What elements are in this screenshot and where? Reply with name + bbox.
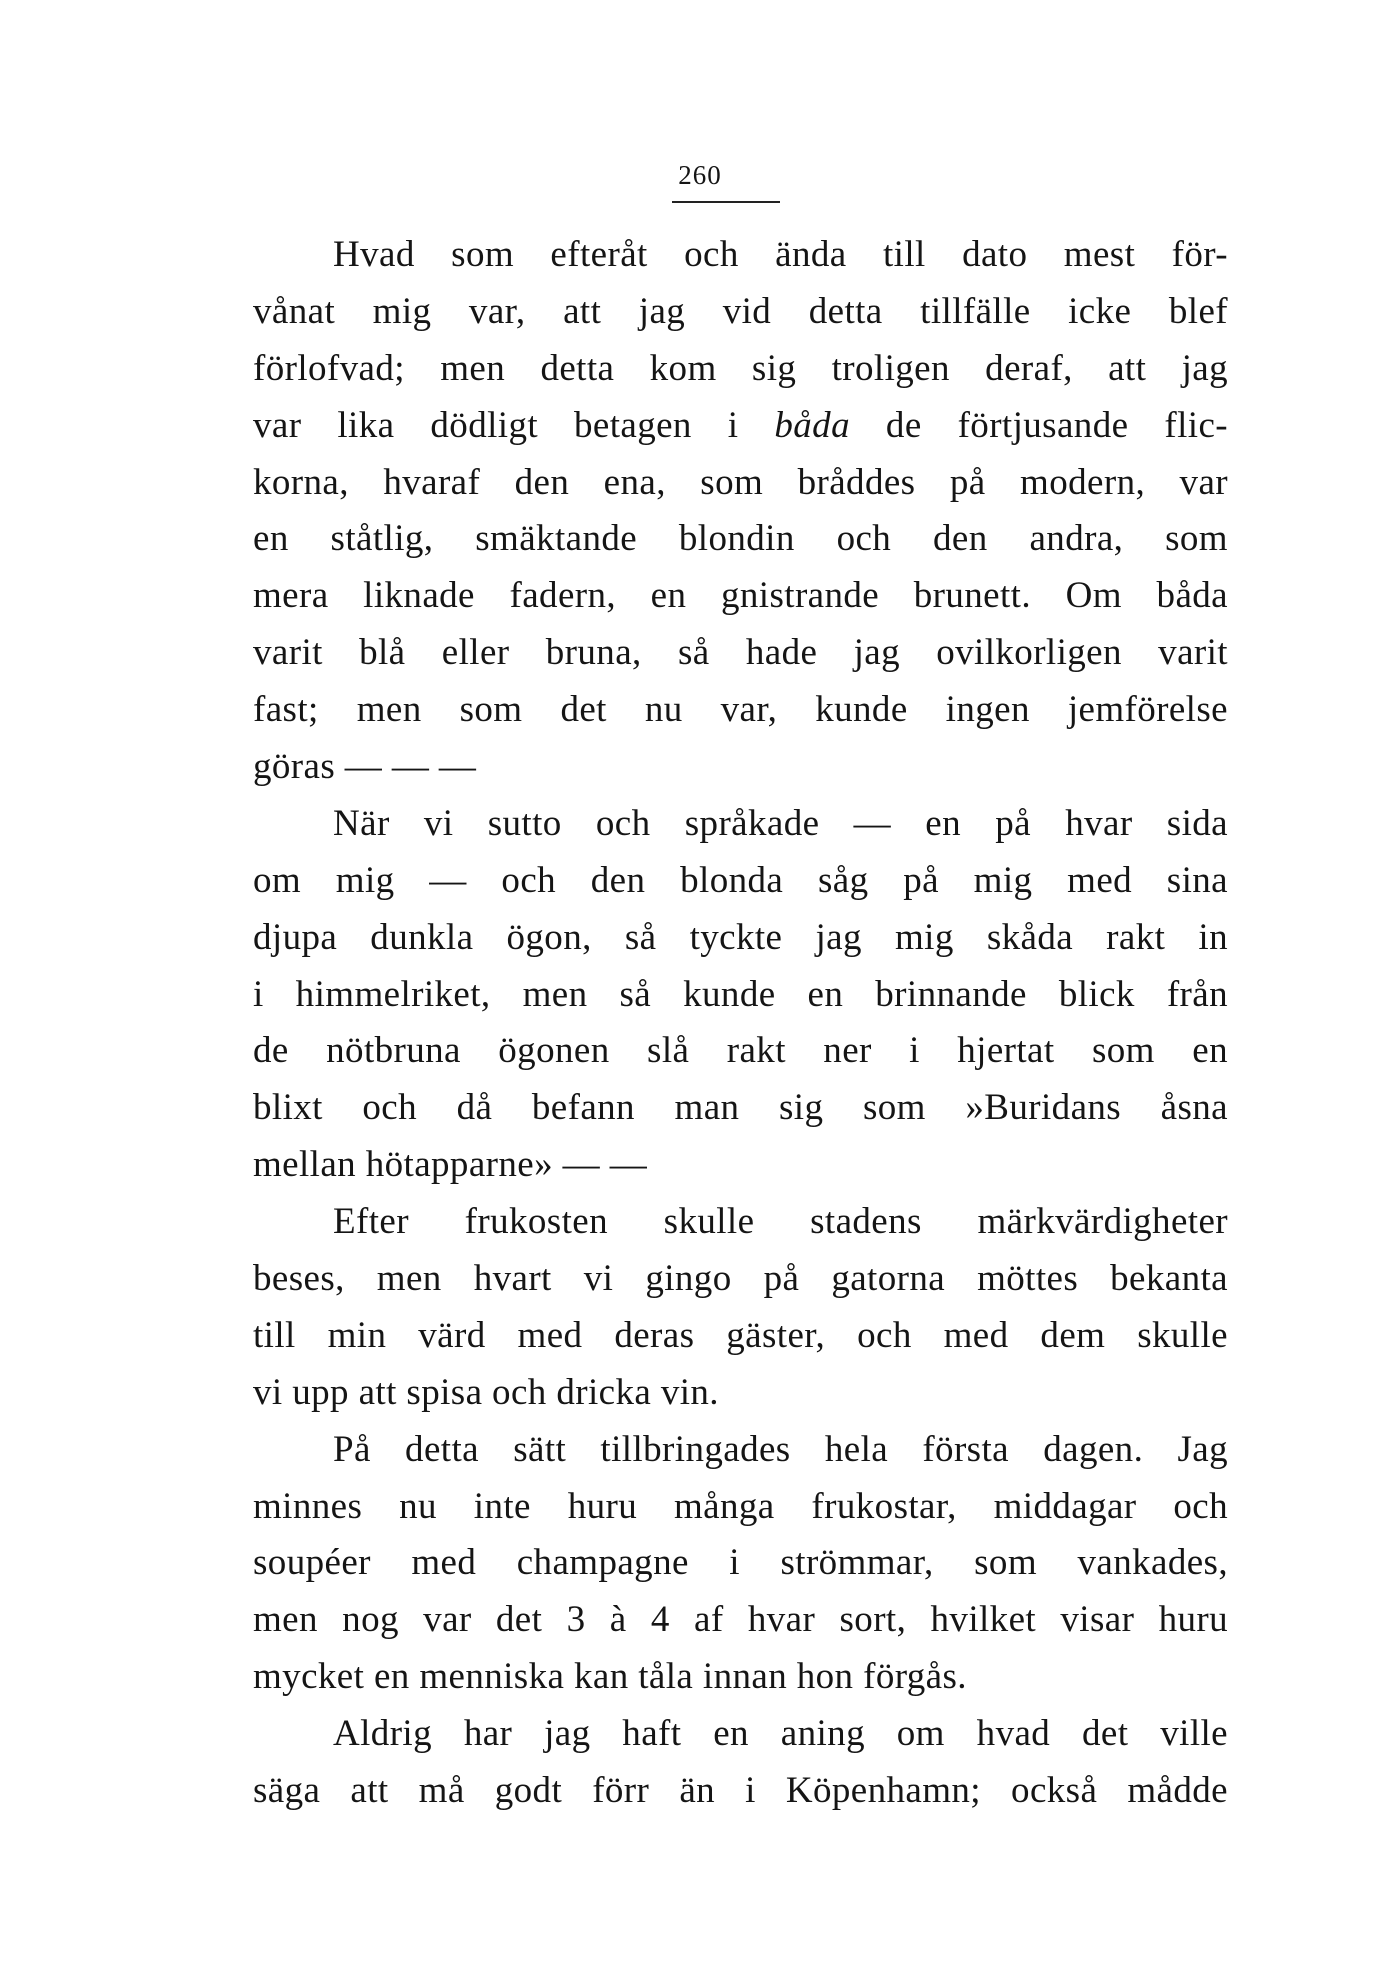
text-line: korna, hvaraf den ena, som bråddes på modern, var — [253, 461, 1228, 503]
text-line: När vi sutto och språkade — en på hvar sida — [333, 802, 1228, 844]
text-line: minnes nu inte huru många frukostar, middagar och — [253, 1485, 1228, 1527]
page-number-rule — [672, 201, 780, 203]
text-line: säga att må godt förr än i Köpenhamn; också mådde — [253, 1770, 1228, 1812]
text-line: mera liknade fadern, en gnistrande brunett. Om båda — [253, 575, 1228, 617]
text-line: Aldrig har jag haft en aning om hvad det ville — [333, 1713, 1228, 1755]
text-line: de nötbruna ögonen slå rakt ner i hjertat som en — [253, 1030, 1228, 1072]
text-line: mycket en menniska kan tåla innan hon förgås. — [253, 1656, 967, 1698]
text-line: till min värd med deras gäster, och med dem skulle — [253, 1314, 1228, 1356]
text-line: om mig — och den blonda såg på mig med sina — [253, 859, 1228, 901]
text-line: men nog var det 3 à 4 af hvar sort, hvilket visar huru — [253, 1599, 1228, 1641]
text-line: en ståtlig, smäktande blondin och den andra, som — [253, 518, 1228, 560]
text-line: blixt och då befann man sig som »Buridans åsna — [253, 1087, 1228, 1129]
text-line: varit blå eller bruna, så hade jag ovilkorligen varit — [253, 632, 1228, 674]
text-line: djupa dunkla ögon, så tyckte jag mig skåda rakt in — [253, 916, 1228, 958]
text-line: På detta sätt tillbringades hela första dagen. Jag — [333, 1428, 1228, 1470]
text-line: Hvad som efteråt och ända till dato mest för- — [333, 234, 1228, 275]
body-text — [253, 227, 1228, 1820]
text-line: förlofvad; men detta kom sig troligen deraf, att jag — [253, 347, 1228, 389]
text-line: vånat mig var, att jag vid detta tillfälle icke blef — [253, 290, 1228, 332]
page-number: 260 — [678, 160, 722, 190]
text-line: vi upp att spisa och dricka vin. — [253, 1371, 719, 1413]
text-line: var lika dödligt betagen i båda de förtjusande flic- — [253, 404, 1228, 446]
text-line: Efter frukosten skulle stadens märkvärdigheter — [333, 1201, 1228, 1243]
text-line: mellan hötapparne» — — — [253, 1144, 648, 1186]
text-line: i himmelriket, men så kunde en brinnande blick från — [253, 973, 1228, 1015]
text-line: soupéer med champagne i strömmar, som vankades, — [253, 1542, 1228, 1584]
text-line: beses, men hvart vi gingo på gatorna möttes bekanta — [253, 1258, 1228, 1300]
text-line: fast; men som det nu var, kunde ingen jemförelse — [253, 689, 1228, 731]
text-line: göras — — — — [253, 746, 477, 788]
emphasized-word: båda — [774, 404, 850, 446]
